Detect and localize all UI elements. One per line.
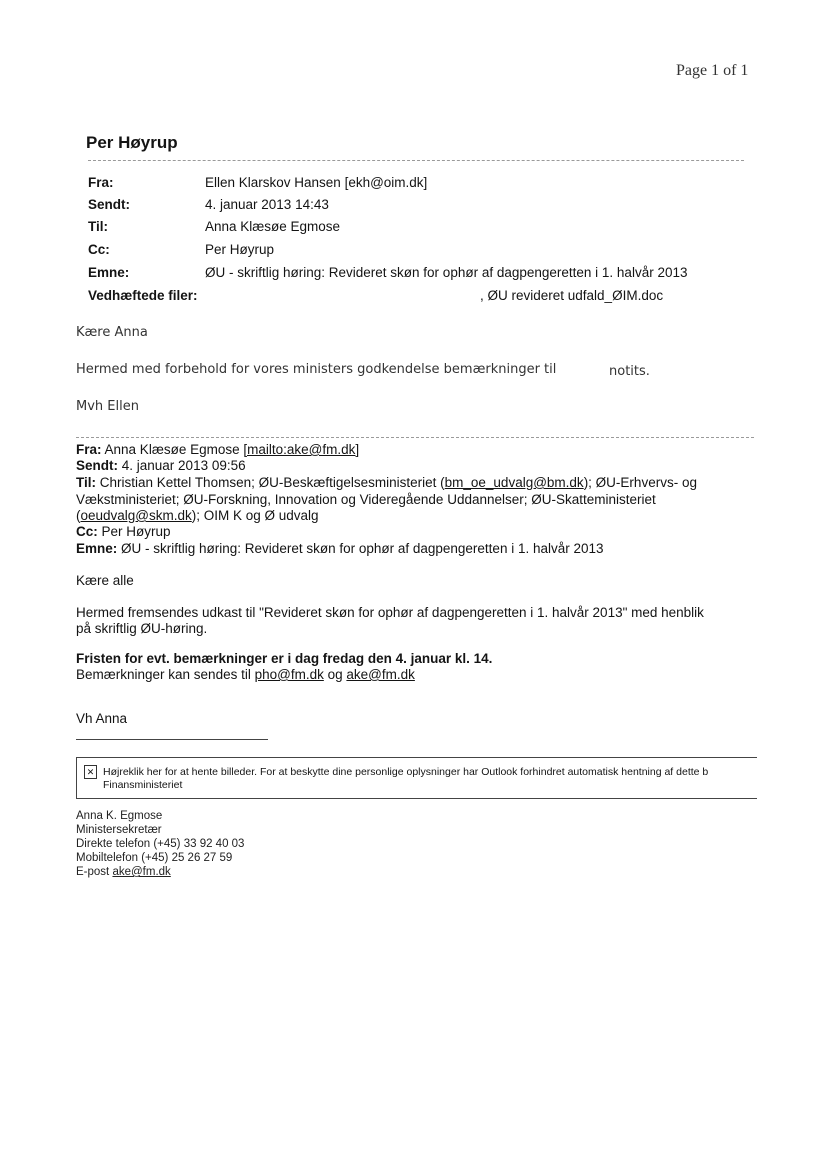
quoted-cc-value: Per Høyrup	[101, 524, 171, 539]
deadline-text: Fristen for evt. bemærkninger er i dag fredag den 4. januar kl. 14.	[76, 651, 493, 666]
quoted-to-line-3	[76, 508, 319, 523]
cc-value: Per Høyrup	[205, 242, 275, 257]
signature-email-line	[76, 866, 171, 878]
subject-label: Emne:	[88, 265, 130, 280]
quoted-subject	[76, 541, 604, 556]
quoted-sent-value: 4. januar 2013 09:56	[121, 458, 246, 473]
body-line-1-end: notits.	[609, 364, 650, 379]
page-number: Page 1 of 1	[676, 62, 749, 79]
quoted-from	[76, 442, 359, 457]
signature-name: Anna K. Egmose	[76, 810, 163, 822]
image-notice-text	[103, 766, 708, 792]
subject-value: ØU - skriftlig høring: Revideret skøn for ophør af dagpengeretten i 1. halvår 2013	[205, 265, 688, 280]
sent-value: 4. januar 2013 14:43	[205, 197, 329, 212]
quoted-sent-label: Sendt:	[76, 458, 118, 473]
quoted-to-label: Til:	[76, 475, 96, 490]
from-label: Fra:	[88, 175, 114, 190]
to-label: Til:	[88, 219, 108, 234]
quoted-signoff: Vh Anna	[76, 711, 128, 726]
quoted-greeting: Kære alle	[76, 573, 134, 588]
signature-divider	[76, 739, 268, 740]
ake-email-link[interactable]: ake@fm.dk	[346, 667, 415, 682]
cc-label: Cc:	[88, 242, 110, 257]
broken-image-icon: ✕	[84, 765, 97, 779]
send-to-text: Bemærkninger kan sendes til	[76, 667, 251, 682]
signature-phone: Direkte telefon (+45) 33 92 40 03	[76, 838, 245, 850]
quoted-cc-label: Cc:	[76, 524, 98, 539]
quoted-paragraph-1-b: på skriftlig ØU-høring.	[76, 621, 208, 636]
send-to-line	[76, 667, 415, 682]
from-value: Ellen Klarskov Hansen [ekh@oim.dk]	[205, 175, 428, 190]
quoted-sent	[76, 458, 246, 473]
sent-label: Sendt:	[88, 197, 130, 212]
signature-email-label: E-post	[76, 866, 110, 878]
send-to-and: og	[327, 667, 343, 682]
quoted-to	[76, 475, 697, 490]
quoted-from-value: Anna Klæsøe Egmose	[104, 442, 240, 457]
quote-divider	[76, 437, 754, 438]
attachments-label: Vedhæftede filer:	[88, 288, 198, 303]
sender-name: Per Høyrup	[86, 133, 178, 152]
quoted-to-link-skm[interactable]: oeudvalg@skm.dk	[80, 508, 192, 523]
signature-email-link[interactable]: ake@fm.dk	[112, 866, 171, 878]
greeting: Kære Anna	[76, 325, 148, 340]
quoted-from-label: Fra:	[76, 442, 102, 457]
quoted-to-line-3-a: (	[76, 508, 81, 523]
quoted-to-link-bm[interactable]: bm_oe_udvalg@bm.dk	[444, 475, 584, 490]
signature-mobile: Mobiltelefon (+45) 25 26 27 59	[76, 852, 233, 864]
quoted-to-line-2: Vækstministeriet; ØU-Forskning, Innovation og Videregående Uddannelser; ØU-Skatteministeriet	[76, 492, 656, 507]
quoted-to-value-b: ); ØU-Erhvervs- og	[583, 475, 697, 490]
quoted-subject-label: Emne:	[76, 541, 118, 556]
blocked-image-placeholder[interactable]	[76, 757, 757, 799]
quoted-paragraph-1: Hermed fremsendes udkast til "Revideret skøn for ophør af dagpengeretten i 1. halvår 2013" med henblik	[76, 605, 704, 620]
quoted-cc	[76, 524, 171, 539]
body-line-1: Hermed med forbehold for vores ministers godkendelse bemærkninger til	[76, 362, 557, 377]
pho-email-link[interactable]: pho@fm.dk	[254, 667, 324, 682]
header-divider	[88, 160, 744, 161]
image-notice-line-2: Finansministeriet	[103, 779, 183, 791]
signoff: Mvh Ellen	[76, 399, 139, 414]
image-notice-line-1: Højreklik her for at hente billeder. For at beskytte dine personlige oplysninger har Outlook forhindret automatisk hentning af dette b	[103, 766, 709, 778]
quoted-subject-value: ØU - skriftlig høring: Revideret skøn for ophør af dagpengeretten i 1. halvår 2013	[121, 541, 604, 556]
to-value: Anna Klæsøe Egmose	[205, 219, 341, 234]
signature-title: Ministersekretær	[76, 824, 162, 836]
quoted-to-line-3-b: ); OIM K og Ø udvalg	[191, 508, 319, 523]
attachment-file[interactable]: , ØU revideret udfald_ØIM.doc	[480, 288, 664, 303]
quoted-from-mailto-link[interactable]: [mailto:ake@fm.dk]	[243, 442, 360, 457]
quoted-to-value-a: Christian Kettel Thomsen; ØU-Beskæftigelsesministeriet (	[99, 475, 445, 490]
